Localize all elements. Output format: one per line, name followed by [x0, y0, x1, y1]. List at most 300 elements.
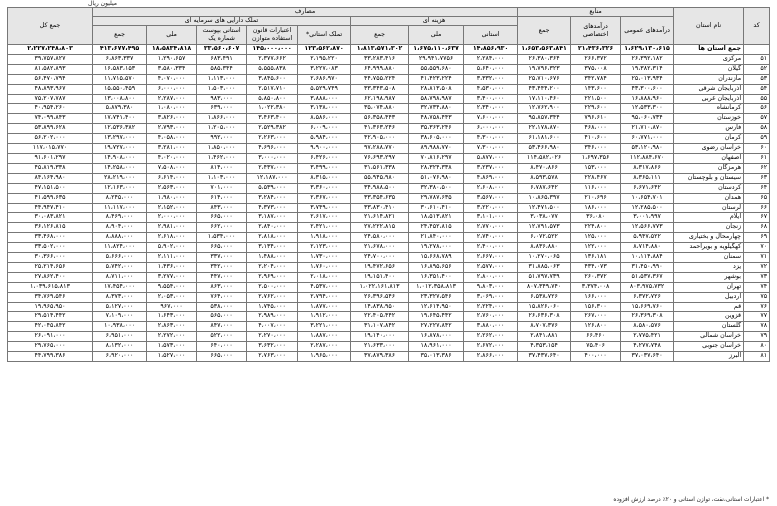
cell-cur-national: ۸۹،۹۸۸،۷۷۰ [409, 144, 464, 154]
cell-rev-sum: ۱۰،۸۶۵،۳۹۷ [518, 193, 571, 203]
cell-grand-total: ۲۶،۰۹۱،۰۰۰ [8, 332, 93, 342]
cell-grand-total: ۷۴،۰۹۹،۸۴۳ [8, 114, 93, 124]
cell-code: ۷۸ [744, 322, 770, 332]
cell-cur-provincial: ۳،۴۰۰،۰۰۰ [464, 94, 518, 104]
cell-cur-national: ۱،۰۱۲،۳۵۸،۸۱۳ [409, 282, 464, 292]
cell-rev-specific: ۲۲۴،۸۰۰ [571, 223, 621, 233]
cell-cap-credit: ۲،۸۱۸،۰۰۰ [247, 233, 298, 243]
cell-cap-sum: ۱۴،۹۰۸،۰۰۰ [93, 153, 147, 163]
cell-cap-national: ۳،۲۸۱،۰۰۰ [147, 144, 197, 154]
cell-cap-credit: ۴،۶۹۶،۰۰۰ [247, 144, 298, 154]
cell-rev-specific: ۱۸۶،۰۰۰ [571, 203, 621, 213]
header-current-exp: هزینه ای [351, 17, 518, 26]
cell-cap-national: ۳،۸۲۶،۰۰۰ [147, 114, 197, 124]
table-row [8, 104, 770, 114]
cell-cap-sum: ۱۰،۹۳۸،۰۰۰ [93, 322, 147, 332]
cell-cap-credit: ۵،۵۵۵،۸۳۸ [247, 64, 298, 74]
cell-cap-credit: ۱۲،۱۸۷،۰۰۰ [247, 173, 298, 183]
cell-rev-specific: ۳۶،۰۸۰ [571, 213, 621, 223]
cell-cap-sum: ۱۷،۴۵۴،۰۰۰ [93, 282, 147, 292]
cell-cur-national: ۵۵،۵۵۹،۶۸۰ [409, 64, 464, 74]
cell-cap-pct: ۱،۲۰۵،۰۰۰ [197, 124, 247, 134]
cell-cap-sum: ۸،۴۶۹،۰۰۰ [93, 213, 147, 223]
cell-cur-sum: ۵۵،۹۴۵،۹۸۰ [351, 173, 409, 183]
cell-cur-sum: ۲۲،۴۰۵،۴۴۲ [351, 312, 409, 322]
cell-grand-total: ۳۴،۷۶۹،۵۴۶ [8, 292, 93, 302]
cell-cap-sum: ۱۹،۷۲۷،۰۰۰ [93, 144, 147, 154]
cell-grand-total: ۳۹،۷۵۷،۸۲۷ [8, 54, 93, 64]
cell-rev-sum: ۹۵،۸۵۷،۳۴۴ [518, 114, 571, 124]
cell-rev-sum: ۳،۰۳۸،۰۷۷ [518, 213, 571, 223]
cell-rev-specific: ۲۱۰،۶۹۶ [571, 193, 621, 203]
cell-rev-sum: ۱۲،۴۷۱،۵۰۰ [518, 203, 571, 213]
cell-cur-national: ۱۸،۵۱۳،۸۲۱ [409, 213, 464, 223]
cell-province: لرستان [674, 203, 744, 213]
cell-rev-general: ۲۱،۷۱۰،۸۷۰ [621, 124, 674, 134]
cell-rev-specific: ۱۲۲،۰۰۰ [571, 243, 621, 253]
cell-cur-sum: ۳۳،۲۸۳،۴۱۶ [351, 54, 409, 64]
cell-code: ۵۳ [744, 74, 770, 84]
cell-cur-provincial: ۶،۰۰۰،۰۰۰ [464, 124, 518, 134]
table-row [8, 173, 770, 183]
table-row [8, 272, 770, 282]
cell-grand-total: ۱۹،۹۶۵،۹۵۰ [8, 302, 93, 312]
cell-rev-specific: ۱۶۶،۰۰۰ [571, 292, 621, 302]
cell-rev-sum: ۶،۵۳۸،۷۲۶ [518, 292, 571, 302]
cell-cap-pct: ۸۱۴،۰۰۰ [197, 163, 247, 173]
header-uses: مصارف [93, 8, 518, 17]
cell-cap-national: ۶،۶۱۴،۰۰۰ [147, 173, 197, 183]
cell-cur-provincial: ۹،۸۰۳،۰۰۰ [464, 282, 518, 292]
cell-rev-general: ۶،۶۷۱،۶۴۲ [621, 183, 674, 193]
cell-cap-pct: ۵۳۸،۰۰۰ [197, 302, 247, 312]
cell-code: ۸۰ [744, 342, 770, 352]
cell-cur-national: ۱۲،۶۱۴،۹۵۰ [409, 302, 464, 312]
cell-code: ۷۹ [744, 332, 770, 342]
cell-cur-sum: ۶۲،۱۹۸،۹۸۷ [351, 94, 409, 104]
cell-rev-general: ۸،۵۸۰،۵۷۶ [621, 322, 674, 332]
cell-code: ۵۸ [744, 124, 770, 134]
cell-cap-national: ۱،۹۸۰،۰۰۰ [147, 193, 197, 203]
cell-rev-specific: ۱۱۶،۰۰۰ [571, 183, 621, 193]
cell-grand-total: ۳۶،۱۲۶،۸۱۵ [8, 223, 93, 233]
cell-cap-national: ۲،۷۹۳،۰۰۰ [147, 124, 197, 134]
cell-province: یزد [674, 262, 744, 272]
cell-rev-general: ۱۰،۶۵۴،۷۰۱ [621, 193, 674, 203]
cell-code: ۶۸ [744, 223, 770, 233]
cell-code: ۵۶ [744, 104, 770, 114]
cell-rev-sum: ۵۳،۴۶۶،۹۸۰ [518, 144, 571, 154]
cell-code: ۶۶ [744, 203, 770, 213]
cell-rev-general: ۵۳،۱۲۰،۹۸۰ [621, 144, 674, 154]
cell-cap-national: ۴،۰۷۰،۰۰۰ [147, 74, 197, 84]
cell-cur-sum: ۲۷،۲۲۲،۸۱۵ [351, 223, 409, 233]
cell-cap-credit: ۲،۴۳۷،۰۰۰ [247, 163, 298, 173]
table-row [8, 64, 770, 74]
cell-province: سمنان [674, 253, 744, 263]
cell-cap-sum: ۱۳،۰۰۸،۸۰۰ [93, 94, 147, 104]
cell-rev-specific: ۱۳۶،۱۸۱ [571, 253, 621, 263]
cell-cur-national: ۱،۶۷۵،۱۱۰،۶۳۷ [409, 45, 464, 55]
cell-grand-total: ۵۶،۲۰۲،۰۰۰ [8, 134, 93, 144]
cell-cur-national: ۳۵،۳۶۳،۲۴۶ [409, 124, 464, 134]
cell-code: ۶۹ [744, 233, 770, 243]
cell-code: ۷۳ [744, 272, 770, 282]
cell-grand-total: ۳۰،۳۶۶،۰۰۰ [8, 253, 93, 263]
cell-cur-provincial: ۲،۶۰۸،۰۰۰ [464, 183, 518, 193]
cell-rev-sum: ۸،۷۰۷،۳۷۶ [518, 322, 571, 332]
cell-grand-total: ۲،۲۲۷،۲۴۸،۸۰۳ [8, 45, 93, 55]
cell-cur-national: ۳۵،۰۱۳،۳۸۶ [409, 352, 464, 362]
cell-cap-credit: ۳،۶۳۲،۰۰۰ [247, 342, 298, 352]
cell-rev-sum: ۲۶،۳۸۰،۳۶۴ [518, 54, 571, 64]
cell-cur-sum: ۱،۰۲۲،۱۶۱،۸۱۳ [351, 282, 409, 292]
cell-code: ۷۵ [744, 292, 770, 302]
cell-rev-general: ۳۱،۴۵۰،۹۹۰ [621, 262, 674, 272]
cell-cur-provincial: ۲،۲۲۴،۰۰۰ [464, 302, 518, 312]
cell-cur-national: ۳۸،۶۰۵،۰۰۰ [409, 134, 464, 144]
cell-cap-national: ۲،۹۸۱،۰۰۰ [147, 223, 197, 233]
cell-cap-national: ۲،۸۶۳،۰۰۰ [147, 322, 197, 332]
cell-rev-specific: ۳۴۶،۰۰۰ [571, 144, 621, 154]
cell-cap-star: ۱،۷۳۰،۰۰۰ [298, 253, 351, 263]
cell-rev-sum: ۳۱،۸۸۵،۰۶۳ [518, 262, 571, 272]
cell-cur-national: ۵۱،۰۷۶،۹۸۰ [409, 173, 464, 183]
cell-rev-sum: ۴،۳۵۳،۱۵۴ [518, 342, 571, 352]
cell-cap-sum: ۶،۹۵۱،۰۰۰ [93, 332, 147, 342]
cell-cap-star: ۳،۴۹۹،۰۰۰ [298, 163, 351, 173]
cell-cap-sum: ۸،۸۸۸،۰۰۰ [93, 233, 147, 243]
cell-cap-star: ۵،۵۲۹،۷۴۹ [298, 84, 351, 94]
table-row [8, 342, 770, 352]
cell-cur-sum: ۲۴،۵۸۰،۰۰۰ [351, 233, 409, 243]
cell-rev-sum: ۶،۰۷۲،۵۲۲ [518, 233, 571, 243]
cell-province: خراسان رضوی [674, 144, 744, 154]
table-row [8, 233, 770, 243]
cell-code: ۶۲ [744, 163, 770, 173]
cell-cap-pct: ۱،۴۶۲،۰۰۰ [197, 153, 247, 163]
cell-cap-credit: ۲،۹۶۹،۰۰۰ [247, 272, 298, 282]
cell-cap-credit: ۳،۱۸۷،۰۰۰ [247, 213, 298, 223]
cell-rev-general: ۱۹،۳۸۲،۳۱۴ [621, 64, 674, 74]
cell-cap-pct: ۶۶۵،۰۰۰ [197, 243, 247, 253]
cell-rev-general: ۵۱،۵۳۷،۳۶۷ [621, 272, 674, 282]
header-cur-provincial: استانی [464, 26, 518, 45]
cell-cur-sum: ۲۱،۶۳۳،۰۰۰ [351, 342, 409, 352]
cell-cur-sum: ۳۳،۸۳۰،۴۱۰ [351, 203, 409, 213]
cell-cap-credit: ۲،۲۶۳،۰۰۰ [247, 134, 298, 144]
cell-rev-sum: ۲۲،۱۷۸،۸۷۰ [518, 124, 571, 134]
cell-cur-provincial: ۲،۵۷۷،۰۰۰ [464, 262, 518, 272]
cell-cap-national: ۵،۹۰۲،۰۰۰ [147, 243, 197, 253]
cell-rev-specific: ۱۲۶،۸۰۰ [571, 322, 621, 332]
cell-code: ۵۷ [744, 114, 770, 124]
cell-province: هرمزگان [674, 163, 744, 173]
cell-cap-sum: ۱۱،۱۱۷،۰۰۰ [93, 203, 147, 213]
cell-cur-national: ۲۴،۴۵۲،۸۱۵ [409, 223, 464, 233]
cell-cap-pct: ۶۶۲،۰۰۰ [197, 223, 247, 233]
cell-rev-specific: ۱۴۳،۶۰۰ [571, 84, 621, 94]
cell-grand-total: ۴۴،۹۴۷،۴۱۰ [8, 203, 93, 213]
table-row [8, 183, 770, 193]
cell-rev-specific: ۷۵،۴۰۶ [571, 342, 621, 352]
cell-rev-specific: ۱۵۳،۰۰۰ [571, 163, 621, 173]
cell-code: ۷۱ [744, 253, 770, 263]
cell-cap-pct: ۵۸۵،۳۴۴ [197, 64, 247, 74]
header-cap-star: تملک استانی* [298, 26, 351, 45]
cell-cap-credit: ۲،۹۸۹،۰۰۰ [247, 312, 298, 322]
cell-cap-star: ۳،۲۲۱،۰۰۰ [298, 322, 351, 332]
cell-cur-provincial: ۲،۴۰۰،۰۰۰ [464, 243, 518, 253]
cell-province: خوزستان [674, 114, 744, 124]
cell-cap-sum: ۸،۲۴۵،۰۰۰ [93, 193, 147, 203]
cell-cur-national: ۲۷،۲۲۷،۸۴۲ [409, 322, 464, 332]
cell-cap-credit: ۲،۲۰۴،۰۰۰ [247, 262, 298, 272]
cell-cap-sum: ۱۲،۱۶۳،۰۰۰ [93, 183, 147, 193]
cell-cap-star: ۱،۸۷۷،۰۰۰ [298, 302, 351, 312]
cell-rev-specific: ۲۲۸،۴۶۷ [571, 173, 621, 183]
cell-rev-general: ۱۰،۱۱۴،۸۸۴ [621, 253, 674, 263]
cell-rev-specific: ۳،۳۷۴،۰۰۸ [571, 282, 621, 292]
cell-cap-pct: ۳۴۲،۰۰۰ [197, 262, 247, 272]
cell-cap-national: ۹۶۷،۰۰۰ [147, 302, 197, 312]
cell-cap-pct: ۳۳،۵۶۰،۶۰۷ [197, 45, 247, 55]
header-rev-specific: درآمدهای اختصاصی [571, 17, 621, 45]
cell-code: ۵۵ [744, 94, 770, 104]
cell-cap-star: ۱،۸۸۷،۰۰۰ [298, 332, 351, 342]
cell-cap-national: ۲،۲۷۲،۰۰۰ [147, 332, 197, 342]
cell-rev-sum: ۱۰،۲۷۰،۰۶۵ [518, 253, 571, 263]
cell-cap-national: ۴،۰۲۰،۰۰۰ [147, 153, 197, 163]
cell-rev-sum: ۱۵،۸۲۶،۰۶۰ [518, 302, 571, 312]
cell-cap-pct: ۸۴۳،۰۰۰ [197, 203, 247, 213]
cell-cap-credit: ۲،۵۰۰،۰۰۰ [247, 282, 298, 292]
cell-cur-provincial: ۳،۸۸۰،۰۰۰ [464, 322, 518, 332]
cell-cap-pct: ۱،۱۱۳،۰۰۰ [197, 74, 247, 84]
cell-cap-pct: ۶۶۵،۰۰۰ [197, 213, 247, 223]
cell-code: ۶۵ [744, 193, 770, 203]
cell-province: گیلان [674, 64, 744, 74]
cell-cap-sum: ۸،۷۱۱،۰۰۰ [93, 272, 147, 282]
table-body [8, 45, 770, 362]
header-grand-total: جمع کل [8, 8, 93, 45]
table-row [8, 302, 770, 312]
cell-cur-national: ۲۸،۸۱۳،۵۰۸ [409, 84, 464, 94]
cell-province: البرز [674, 352, 744, 362]
cell-province: قم [674, 302, 744, 312]
cell-code: ۵۱ [744, 54, 770, 64]
cell-cur-sum: ۲۱،۶۱۴،۸۲۱ [351, 213, 409, 223]
cell-cur-sum: ۶۴،۹۹۹،۸۸۰ [351, 64, 409, 74]
cell-cap-sum: ۱۲،۵۳۶،۳۸۲ [93, 124, 147, 134]
cell-cap-pct: ۱،۱۰۳،۰۰۰ [197, 173, 247, 183]
cell-rev-sum: ۲۵،۷۱۰،۶۷۶ [518, 74, 571, 84]
header-cur-national: ملی [409, 26, 464, 45]
cell-rev-sum: ۴۳،۴۴۴،۲۰۰ [518, 84, 571, 94]
cell-cur-provincial: ۲،۷۷۰،۰۰۰ [464, 223, 518, 233]
cell-cur-sum: ۴۱،۳۶۳،۲۴۶ [351, 124, 409, 134]
cell-rev-specific: ۴۶۸،۰۰۰ [571, 124, 621, 134]
cell-cap-national: ۹،۵۵۴،۰۰۰ [147, 282, 197, 292]
cell-cur-provincial: ۲،۶۷۲،۰۰۰ [464, 342, 518, 352]
cell-cap-national: ۱،۲۹۰،۶۵۷ [147, 54, 197, 64]
cell-code: ۷۲ [744, 262, 770, 272]
cell-cur-provincial: ۳،۵۶۷،۰۰۰ [464, 193, 518, 203]
cell-rev-specific: ۳۷۵،۰۰۸ [571, 64, 621, 74]
cell-cur-provincial: ۳،۲۲۰،۰۰۰ [464, 203, 518, 213]
table-row [8, 352, 770, 362]
cell-cap-star: ۲،۶۱۷،۰۰۰ [298, 213, 351, 223]
cell-cap-star: ۳،۳۶۰،۰۰۰ [298, 183, 351, 193]
cell-cap-national: ۱،۰۸۰،۰۰۰ [147, 104, 197, 114]
cell-rev-sum: ۱۱۴،۵۸۲،۰۲۶ [518, 153, 571, 163]
cell-cur-provincial: ۷،۳۰۰،۰۰۰ [464, 144, 518, 154]
cell-rev-specific: ۱۲۵،۰۰۰ [571, 233, 621, 243]
header-cur-sum: جمع [351, 26, 409, 45]
cell-grand-total: ۱،۰۳۹،۶۱۵،۸۱۳ [8, 282, 93, 292]
cell-cur-sum: ۱۹،۴۷۲،۶۵۶ [351, 262, 409, 272]
cell-cur-national: ۱۹،۲۷۸،۰۰۰ [409, 243, 464, 253]
cell-rev-specific: ۷۹۶،۶۱۰ [571, 114, 621, 124]
cell-cur-sum: ۳۴،۹۸۸،۵۰۰ [351, 183, 409, 193]
cell-province: گلستان [674, 322, 744, 332]
cell-cap-sum: ۲۸،۲۱۹،۰۰۰ [93, 173, 147, 183]
cell-cur-national: ۱۶،۸۹۵،۶۵۶ [409, 262, 464, 272]
cell-cur-national: ۱۹،۶۴۵،۴۴۲ [409, 312, 464, 322]
cell-cap-pct: ۹۹۲،۰۰۰ [197, 134, 247, 144]
cell-cur-sum: ۳۵،۰۷۴،۸۸۰ [351, 104, 409, 114]
cell-rev-specific: ۴۳۴،۰۷۳ [571, 262, 621, 272]
cell-cap-sum: ۷،۱۰۹،۰۰۰ [93, 312, 147, 322]
cell-cap-credit: ۱،۰۲۲،۳۸۰ [247, 104, 298, 114]
cell-rev-general: ۳۷،۰۳۷،۶۴۰ [621, 352, 674, 362]
cell-cur-provincial: ۳،۱۰۱،۰۰۰ [464, 213, 518, 223]
cell-cap-star: ۹،۹۰۰،۰۰۰ [298, 144, 351, 154]
cell-cur-sum: ۳۳،۳۴۳،۵۰۸ [351, 84, 409, 94]
cell-cap-national: ۱۸،۵۸۳۴،۸۱۸ [147, 45, 197, 55]
cell-cur-provincial: ۲،۷۶۰،۰۰۰ [464, 312, 518, 322]
cell-rev-specific: ۳۴۲،۷۸۴ [571, 74, 621, 84]
cell-cur-provincial: ۲،۲۶۲،۰۰۰ [464, 332, 518, 342]
cell-code: ۶۰ [744, 144, 770, 154]
cell-cap-national: ۷،۵۰۸،۰۰۰ [147, 163, 197, 173]
cell-rev-sum: ۶۱،۱۸۱،۶۰۰ [518, 134, 571, 144]
cell-cap-pct: ۸۴۷،۰۰۰ [197, 322, 247, 332]
cell-cap-credit: ۳،۸۴۵،۶۰۰ [247, 74, 298, 84]
cell-cur-national: ۴۱،۴۲۳،۲۲۴ [409, 74, 464, 84]
cell-cap-credit: ۳،۲۸۴،۰۰۰ [247, 193, 298, 203]
cell-cap-sum: ۱۷،۷۴۱،۴۰۰ [93, 114, 147, 124]
cell-province: آذربایجان شرقی [674, 84, 744, 94]
cell-rev-sum: ۲،۸۴۱،۸۸۱ [518, 332, 571, 342]
cell-rev-sum: ۸،۸۳۶،۸۸۰ [518, 243, 571, 253]
cell-cap-star: ۶،۴۲۶،۰۰۰ [298, 153, 351, 163]
table-row [8, 332, 770, 342]
cell-cur-provincial: ۲،۲۸۴،۰۰۰ [464, 54, 518, 64]
cell-province: همدان [674, 193, 744, 203]
cell-cap-star: ۲،۶۸۶،۹۷۰ [298, 74, 351, 84]
cell-code: ۷۰ [744, 243, 770, 253]
cell-cur-national: ۱۵،۶۶۸،۷۸۹ [409, 253, 464, 263]
cell-grand-total: ۷۵،۲۰۷،۷۸۷ [8, 94, 93, 104]
cell-cur-provincial: ۴،۸۶۹،۰۰۰ [464, 173, 518, 183]
cell-cap-credit: ۳،۱۳۴،۰۰۰ [247, 243, 298, 253]
cell-rev-specific: ۲۶۰،۳۷۲ [571, 272, 621, 282]
cell-cap-pct: ۱،۵۰۳،۰۰۰ [197, 84, 247, 94]
cell-cap-credit: ۵،۵۳۹،۰۰۰ [247, 183, 298, 193]
cell-province: سیستان و بلوچستان [674, 173, 744, 183]
cell-cap-pct: ۵۶۵،۰۰۰ [197, 312, 247, 322]
cell-cap-credit: ۲،۵۱۷،۷۱۰ [247, 84, 298, 94]
cell-cap-pct: ۵۲۲،۰۰۰ [197, 332, 247, 342]
table-row [8, 163, 770, 173]
cell-cap-credit: ۲،۸۴۰،۰۰۰ [247, 223, 298, 233]
cell-cap-national: ۲،۵۶۳،۰۰۰ [147, 183, 197, 193]
header-rev-sum: جمع [518, 17, 571, 45]
cell-grand-total: ۵۶،۴۷۰،۷۹۴ [8, 74, 93, 84]
cell-cur-national: ۵۸،۷۹۸،۹۸۷ [409, 94, 464, 104]
cell-province: تهران [674, 282, 744, 292]
cell-cap-sum: ۸،۱۳۲،۰۰۰ [93, 342, 147, 352]
cell-cap-sum: ۱۳،۲۹۷،۰۰۰ [93, 134, 147, 144]
cell-grand-total: ۴۲،۰۴۵،۸۴۲ [8, 322, 93, 332]
cell-cap-national: ۱،۵۲۷،۰۰۰ [147, 352, 197, 362]
cell-rev-general: ۸،۷۱۴،۸۸۰ [621, 243, 674, 253]
cell-cap-national: ۲،۰۵۳،۰۰۰ [147, 292, 197, 302]
cell-grand-total: ۸۱،۵۸۲،۸۹۳ [8, 64, 93, 74]
cell-grand-total: ۴۴،۷۹۹،۳۸۶ [8, 352, 93, 362]
cell-cur-sum: ۱۹،۱۴۰،۰۰۰ [351, 332, 409, 342]
cell-rev-general: ۱۲،۲۸۵،۵۰۰ [621, 203, 674, 213]
cell-cur-provincial: ۳،۳۳۲،۰۰۰ [464, 74, 518, 84]
cell-cur-sum: ۳۷،۸۷۹،۳۸۶ [351, 352, 409, 362]
cell-province: زنجان [674, 223, 744, 233]
cell-rev-general: ۱۲،۵۳۳،۳۰۰ [621, 104, 674, 114]
cell-cap-pct: ۱،۵۳۴،۰۰۰ [197, 233, 247, 243]
cell-code: ۷۷ [744, 312, 770, 322]
cell-cap-star: ۲،۱۲۳،۰۰۰ [298, 243, 351, 253]
cell-cap-star: ۲،۴۲۱،۰۰۰ [298, 223, 351, 233]
cell-rev-general: ۱۶،۸۸۸،۹۶۰ [621, 94, 674, 104]
cell-cap-national: ۲،۰۰۰،۰۰۰ [147, 213, 197, 223]
cell-cap-star: ۳،۷۴۹،۰۰۰ [298, 203, 351, 213]
cell-code: ۷۴ [744, 282, 770, 292]
cell-grand-total: ۴۸،۸۹۳،۹۶۷ [8, 84, 93, 94]
cell-province: اصفهان [674, 153, 744, 163]
cell-rev-general: ۶،۳۷۲،۷۲۶ [621, 292, 674, 302]
cell-cap-star: ۱،۹۱۲،۰۰۰ [298, 312, 351, 322]
cell-cur-sum: ۳۱،۱۰۷،۸۴۲ [351, 322, 409, 332]
header-capital: تملک دارایی های سرمایه ای [93, 17, 351, 26]
cell-rev-general: ۳،۰۰۱،۹۹۷ [621, 213, 674, 223]
cell-grand-total: ۲۹،۷۶۵،۰۰۰ [8, 342, 93, 352]
table-row [8, 134, 770, 144]
cell-cap-star: ۸،۳۱۵،۰۰۰ [298, 173, 351, 183]
cell-cur-national: ۱۸،۹۶۱،۰۰۰ [409, 342, 464, 352]
cell-code: ۶۳ [744, 173, 770, 183]
cell-grand-total: ۵۳،۸۹۹،۶۲۸ [8, 124, 93, 134]
table-row [8, 94, 770, 104]
cell-cur-national: ۷۰،۸۱۶،۲۹۷ [409, 153, 464, 163]
cell-cap-sum: ۶،۹۲۰،۰۰۰ [93, 352, 147, 362]
cell-cap-credit: ۲،۵۲۹،۳۸۲ [247, 124, 298, 134]
cell-rev-general: ۴۳،۳۰۰،۶۰۰ [621, 84, 674, 94]
cell-rev-specific: ۲۲۱،۵۰۰ [571, 94, 621, 104]
cell-cap-star: ۲،۳۶۷،۰۰۰ [298, 193, 351, 203]
cell-cap-national: ۴،۰۵۸،۰۰۰ [147, 134, 197, 144]
cell-cap-star: ۱،۹۱۸،۰۰۰ [298, 233, 351, 243]
table-row [8, 54, 770, 64]
